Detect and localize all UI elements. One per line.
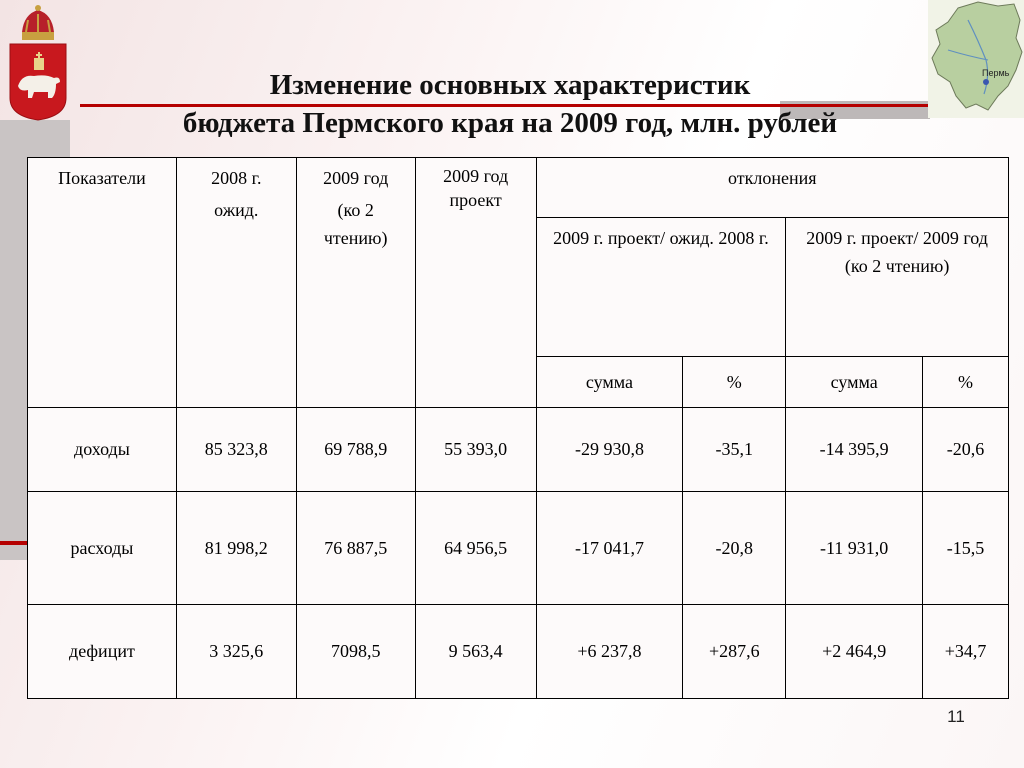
header-2009-second-reading xyxy=(296,158,415,408)
header-indicators: Показатели xyxy=(28,158,177,408)
header-pct-2: % xyxy=(923,357,1009,408)
row-label: дефицит xyxy=(28,605,177,699)
header-2008-line1: 2008 г. xyxy=(211,168,262,188)
coat-of-arms-icon xyxy=(6,2,70,122)
cell-dev1-pct: +287,6 xyxy=(683,605,786,699)
table-row xyxy=(28,605,1009,699)
header-deviations: отклонения xyxy=(536,158,1008,218)
cell-dev1-sum: -29 930,8 xyxy=(536,408,683,492)
header-pct-1: % xyxy=(683,357,786,408)
row-label: доходы xyxy=(28,408,177,492)
cell-2009-second: 69 788,9 xyxy=(296,408,415,492)
cell-dev2-pct: +34,7 xyxy=(923,605,1009,699)
table-row xyxy=(28,492,1009,605)
page-number: 11 xyxy=(947,707,965,726)
map-city-label: Пермь xyxy=(982,68,1010,78)
cell-dev1-sum: -17 041,7 xyxy=(536,492,683,605)
header-sum-2: сумма xyxy=(786,357,923,408)
table-row xyxy=(28,408,1009,492)
header-2009-project: 2009 год проект xyxy=(415,158,536,408)
budget-table xyxy=(27,157,1009,699)
header-2008 xyxy=(176,158,296,408)
cell-dev2-sum: -11 931,0 xyxy=(786,492,923,605)
cell-dev2-pct: -15,5 xyxy=(923,492,1009,605)
cell-dev2-sum: +2 464,9 xyxy=(786,605,923,699)
cell-2009-second: 76 887,5 xyxy=(296,492,415,605)
region-map-icon xyxy=(928,0,1024,118)
slide-title xyxy=(100,66,920,142)
header-dev-vs-second: 2009 г. проект/ 2009 год (ко 2 чтению) xyxy=(786,218,1009,357)
header-sum-1: сумма xyxy=(536,357,683,408)
cell-2009-second: 7098,5 xyxy=(296,605,415,699)
cell-2009-project: 55 393,0 xyxy=(415,408,536,492)
cell-2009-project: 64 956,5 xyxy=(415,492,536,605)
cell-2008: 81 998,2 xyxy=(176,492,296,605)
cell-dev2-pct: -20,6 xyxy=(923,408,1009,492)
cell-dev1-sum: +6 237,8 xyxy=(536,605,683,699)
cell-2008: 3 325,6 xyxy=(176,605,296,699)
title-line-2: бюджета Пермского края на 2009 год, млн. рублей xyxy=(182,107,838,139)
title-line-1: Изменение основных характеристик xyxy=(269,69,751,101)
cell-dev1-pct: -35,1 xyxy=(683,408,786,492)
header-dev-vs-2008: 2009 г. проект/ ожид. 2008 г. xyxy=(536,218,786,357)
row-label: расходы xyxy=(28,492,177,605)
region-map xyxy=(928,0,1024,118)
cell-2009-project: 9 563,4 xyxy=(415,605,536,699)
header-2008-line2: ожид. xyxy=(214,200,259,220)
cell-dev1-pct: -20,8 xyxy=(683,492,786,605)
cell-dev2-sum: -14 395,9 xyxy=(786,408,923,492)
header-2009-second-line1: 2009 год xyxy=(323,168,389,188)
header-2009-second-line2: (ко 2 чтению) xyxy=(323,200,388,248)
cell-2008: 85 323,8 xyxy=(176,408,296,492)
